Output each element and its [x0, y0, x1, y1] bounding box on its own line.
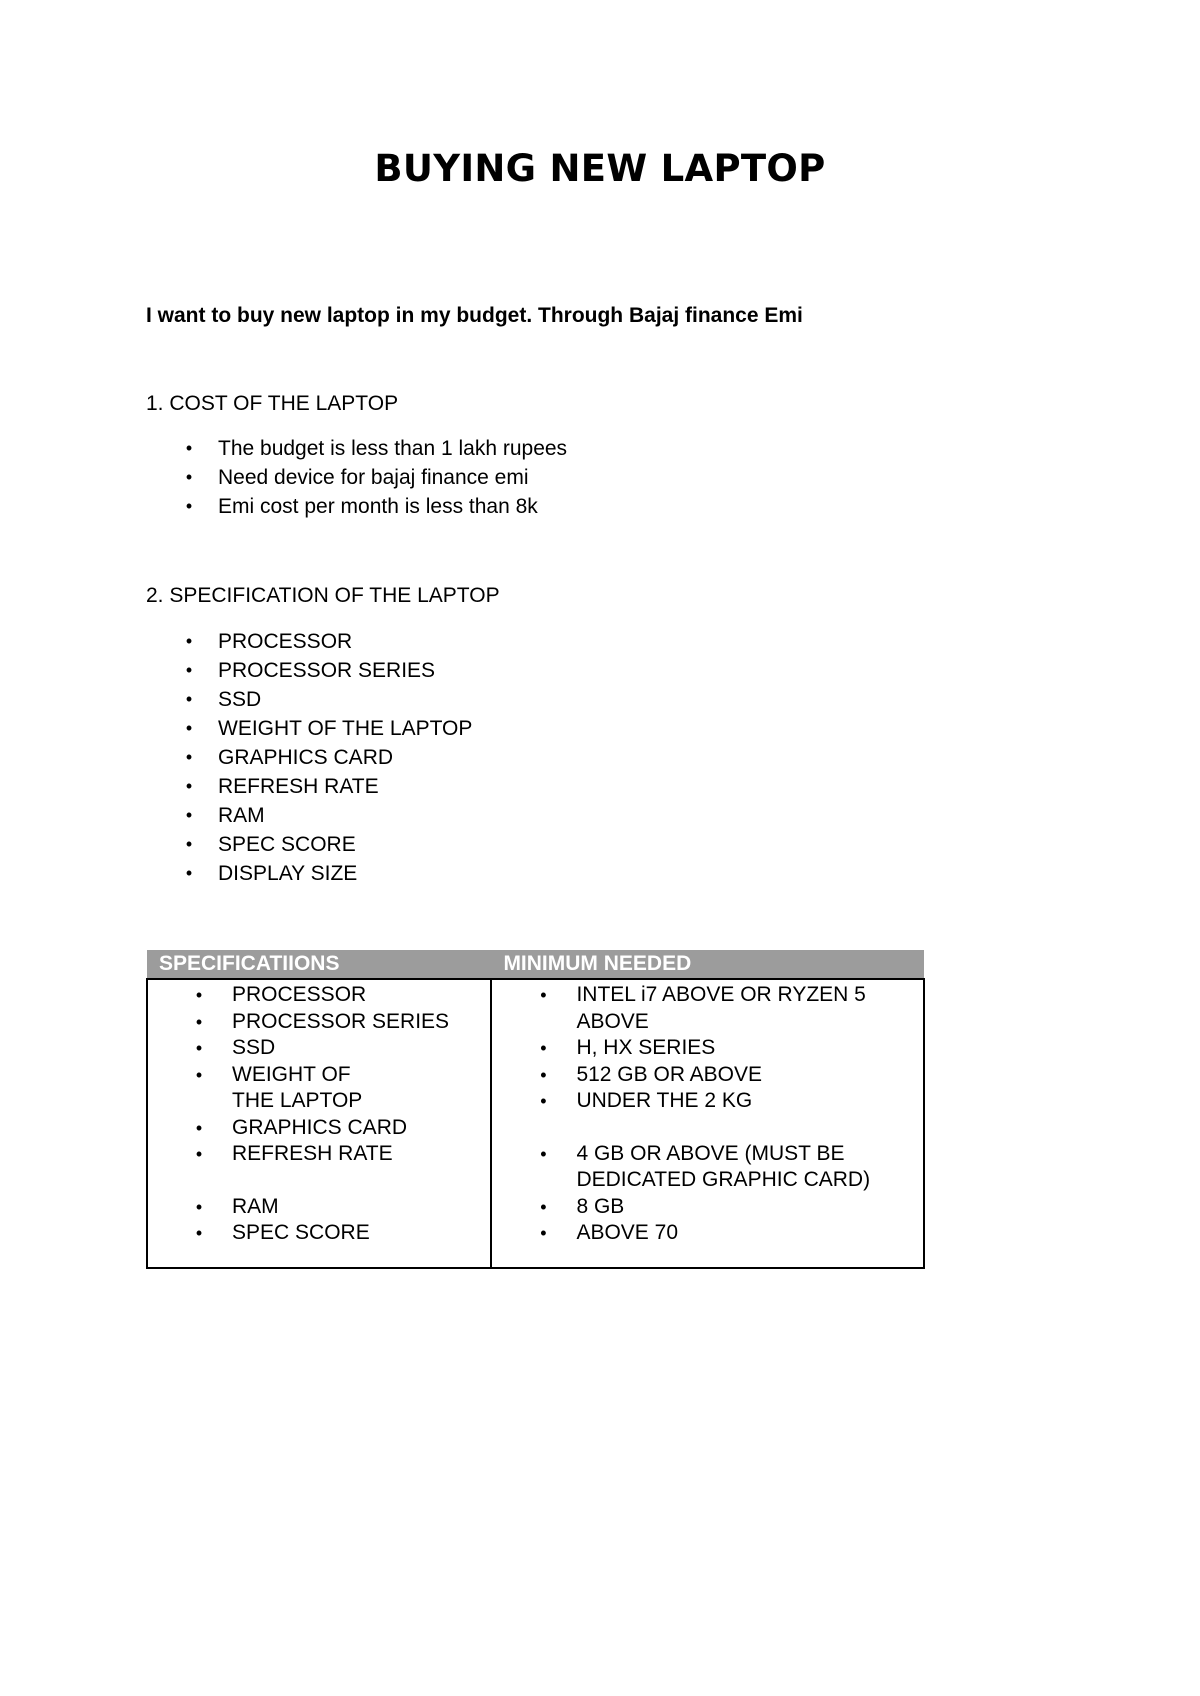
list-item: • GRAPHICS CARD [148, 1115, 490, 1142]
specifications-cell-list [148, 982, 490, 1247]
bullet-icon: • [195, 1064, 203, 1085]
bullet-icon: • [185, 805, 193, 825]
bullet-icon: • [540, 1223, 547, 1243]
bullet-icon: • [185, 834, 193, 854]
list-item: • UNDER THE 2 KG [492, 1088, 923, 1115]
bullet-icon: • [185, 467, 193, 487]
list-item: • REFRESH RATE [148, 1141, 490, 1168]
list-item: • SSD [146, 685, 472, 714]
list-item: • PROCESSOR [148, 982, 490, 1009]
bullet-icon: • [195, 1144, 203, 1164]
table-header-row [147, 950, 924, 979]
list-item: • PROCESSOR SERIES [148, 1009, 490, 1036]
bullet-icon: • [185, 660, 193, 680]
specifications-table [146, 950, 925, 1269]
list-item: • DISPLAY SIZE [146, 859, 472, 888]
bullet-icon: • [185, 747, 193, 767]
list-item: • 8 GB [492, 1194, 923, 1221]
list-item: • PROCESSOR [146, 627, 472, 656]
table-row [147, 979, 924, 1268]
list-item: • PROCESSOR SERIES [146, 656, 472, 685]
bullet-icon: • [185, 776, 193, 796]
list-item: • SPEC SCORE [146, 830, 472, 859]
list-item: • WEIGHT OF THE LAPTOP [146, 714, 472, 743]
bullet-icon: • [195, 985, 203, 1005]
specification-list [146, 627, 472, 888]
bullet-icon: • [195, 1038, 203, 1058]
bullet-icon: • [185, 438, 193, 458]
bullet-icon: • [540, 1196, 547, 1217]
specifications-cell [147, 979, 491, 1268]
bullet-icon: • [540, 1064, 547, 1085]
cost-list [146, 434, 567, 521]
list-item: • H, HX SERIES [492, 1035, 923, 1062]
bullet-icon: • [195, 1117, 203, 1138]
page-title: BUYING NEW LAPTOP [374, 147, 826, 190]
section-heading-specification: 2. SPECIFICATION OF THE LAPTOP [146, 584, 500, 607]
section-heading-cost: 1. COST OF THE LAPTOP [146, 392, 399, 415]
list-item: • Emi cost per month is less than 8k [146, 492, 567, 521]
list-item: • SSD [148, 1035, 490, 1062]
list-item: • 4 GB OR ABOVE (MUST BE DEDICATED GRAPHIC CARD) [540, 1141, 871, 1191]
table-header-minimum-needed: MINIMUM NEEDED [491, 950, 924, 979]
list-item: • SPEC SCORE [148, 1220, 490, 1247]
minimum-needed-cell [491, 979, 924, 1268]
minimum-needed-cell-list [492, 982, 923, 1247]
bullet-icon: • [185, 496, 193, 516]
bullet-icon: • [540, 1091, 547, 1111]
list-item: • RAM [148, 1194, 490, 1221]
bullet-icon: • [540, 985, 547, 1005]
list-item: • INTEL i7 ABOVE OR RYZEN 5 ABOVE [540, 983, 866, 1033]
list-item: • The budget is less than 1 lakh rupees [146, 434, 567, 463]
bullet-icon: • [185, 863, 193, 883]
list-item: • WEIGHT OF THE LAPTOP [195, 1062, 363, 1112]
bullet-icon: • [195, 1196, 203, 1217]
list-item: • REFRESH RATE [146, 772, 472, 801]
bullet-icon: • [185, 631, 193, 651]
table-header-specifications: SPECIFICATIIONS [147, 950, 491, 979]
bullet-icon: • [540, 1143, 547, 1164]
list-item: • GRAPHICS CARD [146, 743, 472, 772]
bullet-icon: • [185, 718, 193, 738]
list-item: • RAM [146, 801, 472, 830]
intro-text: I want to buy new laptop in my budget. Through Bajaj finance Emi [146, 304, 803, 327]
bullet-icon: • [540, 1038, 547, 1058]
bullet-icon: • [195, 1223, 203, 1243]
list-item: • ABOVE 70 [492, 1220, 923, 1247]
bullet-icon: • [195, 1011, 203, 1032]
bullet-icon: • [185, 689, 193, 709]
list-item: • 512 GB OR ABOVE [492, 1062, 923, 1089]
list-item: • Need device for bajaj finance emi [146, 463, 567, 492]
